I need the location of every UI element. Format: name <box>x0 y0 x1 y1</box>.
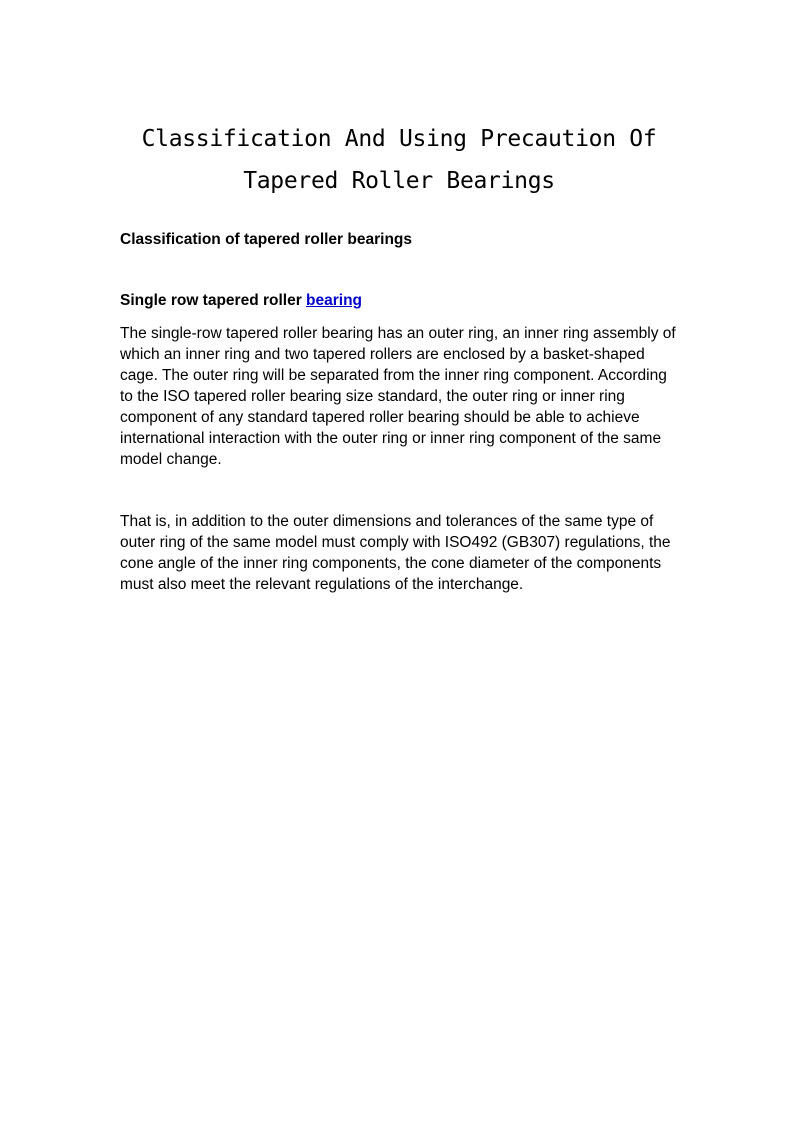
paragraph-single-row-description: The single-row tapered roller bearing has an outer ring, an inner ring assembly of which an inner ring and two tapered rollers are enclosed by a basket-shaped cage. The outer ring will be separated from the inner ring component. According to the ISO tapered roller bearing size standard, the outer ring or inner ring component of any standard tapered roller bearing should be able to achieve international interaction with the outer ring or inner ring component of the same model change. <box>120 325 676 468</box>
section-heading-classification: Classification of tapered roller bearings <box>120 231 412 248</box>
document-title: Classification And Using Precaution Of Tapered Roller Bearings <box>141 126 657 194</box>
document-page <box>120 118 678 593</box>
paragraph-interchange-requirements: That is, in addition to the outer dimensions and tolerances of the same type of outer ring of the same model must comply with ISO492 (GB307) regulations, the cone angle of the inner ring components, the cone diameter of the components must also meet the relevant regulations of the interchange. <box>120 513 671 593</box>
subheading-text: Single row tapered roller <box>120 292 307 309</box>
subheading-single-row <box>120 292 362 310</box>
bearing-link[interactable]: bearing <box>306 292 363 309</box>
